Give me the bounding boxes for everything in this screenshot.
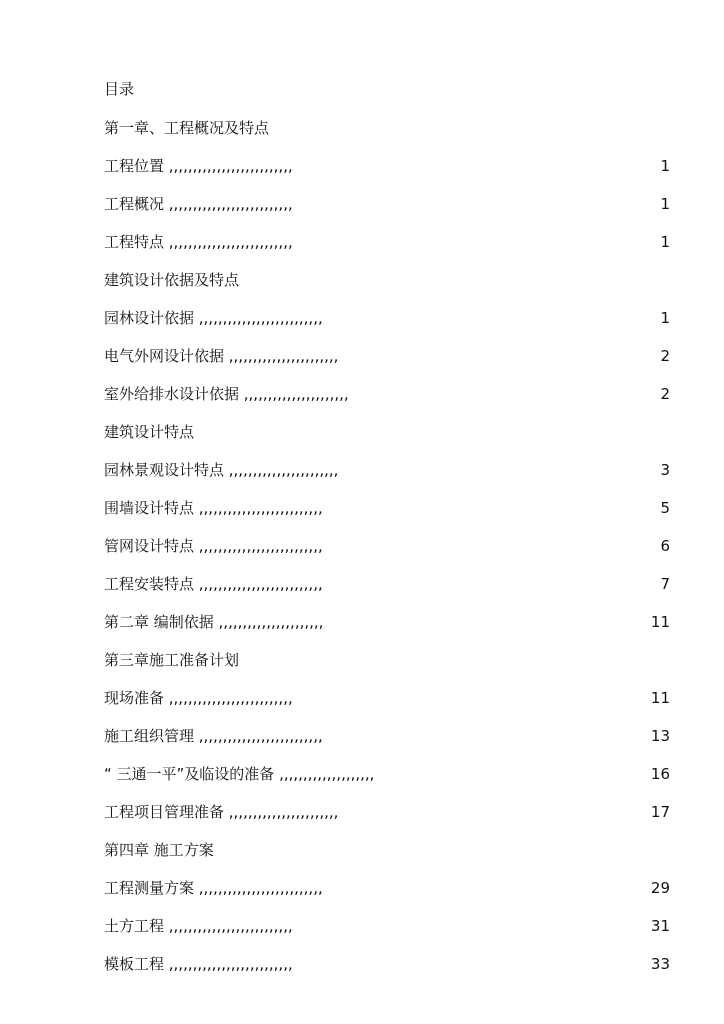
toc-entry[interactable] [104, 575, 670, 593]
toc-entry-page: 11 [650, 613, 670, 631]
toc-entry[interactable] [104, 537, 670, 555]
toc-entry-page: 1 [660, 233, 670, 251]
toc-entry-label: 工程位置 ,,,,,,,,,,,,,,,,,,,,,,,,,, [104, 157, 293, 175]
toc-entry-page: 2 [660, 347, 670, 365]
toc-entry-page: 1 [660, 157, 670, 175]
toc-entry-page: 6 [660, 537, 670, 555]
toc-entry-page: 1 [660, 309, 670, 327]
toc-chapter-heading: 第四章 施工方案 [104, 841, 214, 859]
toc-chapter-heading: 第三章施工准备计划 [104, 651, 240, 669]
toc-entry[interactable] [104, 689, 670, 707]
toc-section-heading: 建筑设计特点 [104, 423, 195, 441]
toc-entry[interactable] [104, 879, 670, 897]
toc-entry-page: 5 [660, 499, 670, 517]
toc-entry[interactable] [104, 917, 670, 935]
toc-entry[interactable] [104, 195, 670, 213]
toc-entry-label: 电气外网设计依据 ,,,,,,,,,,,,,,,,,,,,,,, [104, 347, 339, 365]
toc-entry-page: 17 [650, 803, 670, 821]
toc-entry-label: 第二章 编制依据 ,,,,,,,,,,,,,,,,,,,,,, [104, 613, 324, 631]
toc-entry-label: 工程安装特点 ,,,,,,,,,,,,,,,,,,,,,,,,,, [104, 575, 323, 593]
toc-entry-page: 31 [650, 917, 670, 935]
toc-entry-label: 工程测量方案 ,,,,,,,,,,,,,,,,,,,,,,,,,, [104, 879, 323, 897]
toc-entry-label: 工程项目管理准备 ,,,,,,,,,,,,,,,,,,,,,,, [104, 803, 339, 821]
toc-entry-label: “ 三通一平”及临设的准备 ,,,,,,,,,,,,,,,,,,,, [104, 765, 375, 783]
toc-entry-label: 工程特点 ,,,,,,,,,,,,,,,,,,,,,,,,,, [104, 233, 293, 251]
toc-chapter-heading: 第一章、工程概况及特点 [104, 119, 270, 137]
toc-section-heading: 建筑设计依据及特点 [104, 271, 240, 289]
toc-entry-label: 围墙设计特点 ,,,,,,,,,,,,,,,,,,,,,,,,,, [104, 499, 323, 517]
toc-entry[interactable] [104, 803, 670, 821]
toc-entry[interactable] [104, 727, 670, 745]
toc-entry-page: 16 [650, 765, 670, 783]
toc-entry-label: 施工组织管理 ,,,,,,,,,,,,,,,,,,,,,,,,,, [104, 727, 323, 745]
toc-entry[interactable] [104, 461, 670, 479]
toc-entry[interactable] [104, 347, 670, 365]
toc-entry-page: 11 [650, 689, 670, 707]
toc-entry[interactable] [104, 309, 670, 327]
toc-entry-page: 29 [650, 879, 670, 897]
toc-entry-label: 园林设计依据 ,,,,,,,,,,,,,,,,,,,,,,,,,, [104, 309, 323, 327]
toc-entry-label: 模板工程 ,,,,,,,,,,,,,,,,,,,,,,,,,, [104, 955, 293, 973]
toc-entry-page: 3 [660, 461, 670, 479]
toc-entry-label: 工程概况 ,,,,,,,,,,,,,,,,,,,,,,,,,, [104, 195, 293, 213]
toc-entry-label: 现场准备 ,,,,,,,,,,,,,,,,,,,,,,,,,, [104, 689, 293, 707]
toc-entry[interactable] [104, 157, 670, 175]
toc-entry[interactable] [104, 499, 670, 517]
toc-entry[interactable] [104, 385, 670, 403]
toc-title: 目录 [104, 80, 135, 98]
toc-entry-page: 7 [660, 575, 670, 593]
toc-entry-page: 33 [650, 955, 670, 973]
toc-entry[interactable] [104, 233, 670, 251]
toc-entry-page: 1 [660, 195, 670, 213]
toc-entry-page: 2 [660, 385, 670, 403]
toc-entry-label: 土方工程 ,,,,,,,,,,,,,,,,,,,,,,,,,, [104, 917, 293, 935]
toc-entry[interactable] [104, 613, 670, 631]
toc-entry-page: 13 [650, 727, 670, 745]
toc-entry[interactable] [104, 765, 670, 783]
toc-entry-label: 室外给排水设计依据 ,,,,,,,,,,,,,,,,,,,,,, [104, 385, 349, 403]
toc-entry[interactable] [104, 955, 670, 973]
toc-entry-label: 管网设计特点 ,,,,,,,,,,,,,,,,,,,,,,,,,, [104, 537, 323, 555]
toc-entry-label: 园林景观设计特点 ,,,,,,,,,,,,,,,,,,,,,,, [104, 461, 339, 479]
